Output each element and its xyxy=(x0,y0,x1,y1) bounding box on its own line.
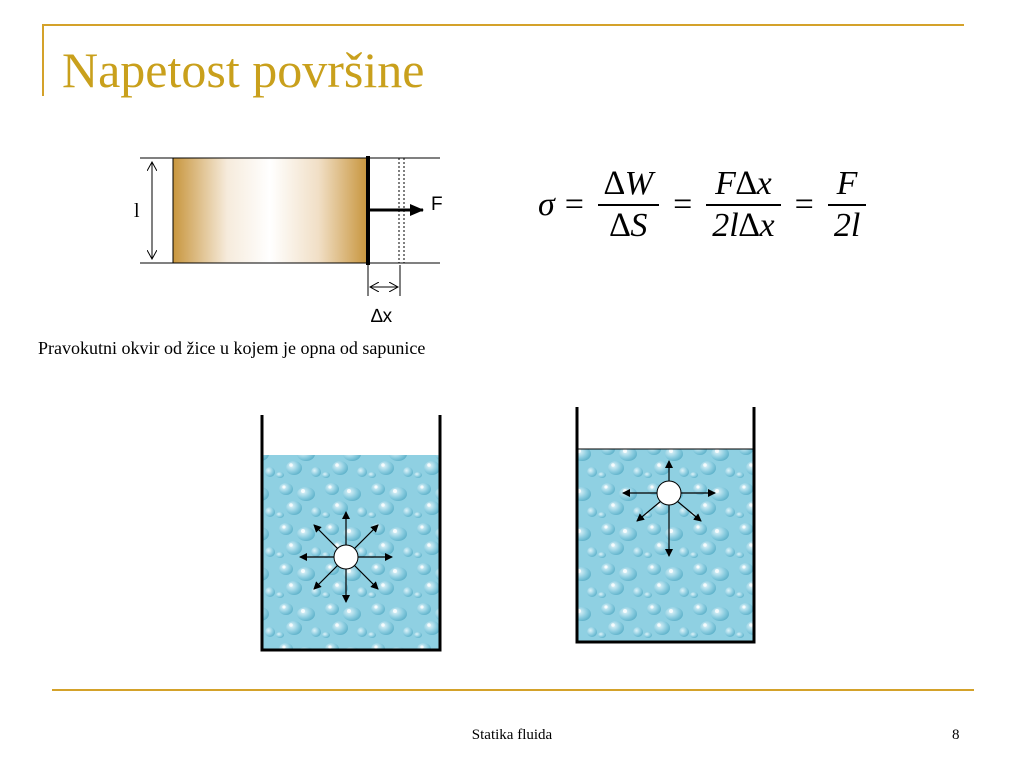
fraction-force-length xyxy=(828,164,866,246)
length-label: l xyxy=(134,200,140,222)
displacement-label: ∆x xyxy=(371,306,393,327)
footer-title: Statika fluida xyxy=(471,727,553,743)
beaker-bulk xyxy=(262,415,440,650)
beaker-surface xyxy=(577,407,754,642)
molecule-bulk xyxy=(334,545,358,569)
displacement-dimension xyxy=(368,265,400,296)
fraction-numerator: ∆W xyxy=(603,165,654,202)
footer-rule xyxy=(52,689,974,691)
fraction-work-area xyxy=(598,164,659,246)
page-number: 8 xyxy=(952,727,960,743)
fraction-numerator: F xyxy=(836,165,858,202)
fraction-denominator: 2l∆x xyxy=(712,207,775,244)
surface-tension-formula xyxy=(538,164,870,246)
soap-film xyxy=(173,158,367,263)
molecule-surface xyxy=(657,481,681,505)
fraction-numerator: F∆x xyxy=(715,165,772,202)
diagram-caption: Pravokutni okvir od žice u kojem je opna od sapunice xyxy=(38,338,426,358)
force-label: F xyxy=(431,194,443,215)
formula-sigma: σ xyxy=(538,186,555,223)
formula-equals: = xyxy=(673,186,693,223)
formula-equals: = xyxy=(564,186,584,223)
fraction-force-displacement xyxy=(706,164,780,246)
water-surface xyxy=(577,449,754,642)
fraction-denominator: ∆S xyxy=(609,207,648,244)
fraction-denominator: 2l xyxy=(833,207,861,244)
formula-equals: = xyxy=(794,186,814,223)
slide-title: Napetost površine xyxy=(62,42,425,98)
